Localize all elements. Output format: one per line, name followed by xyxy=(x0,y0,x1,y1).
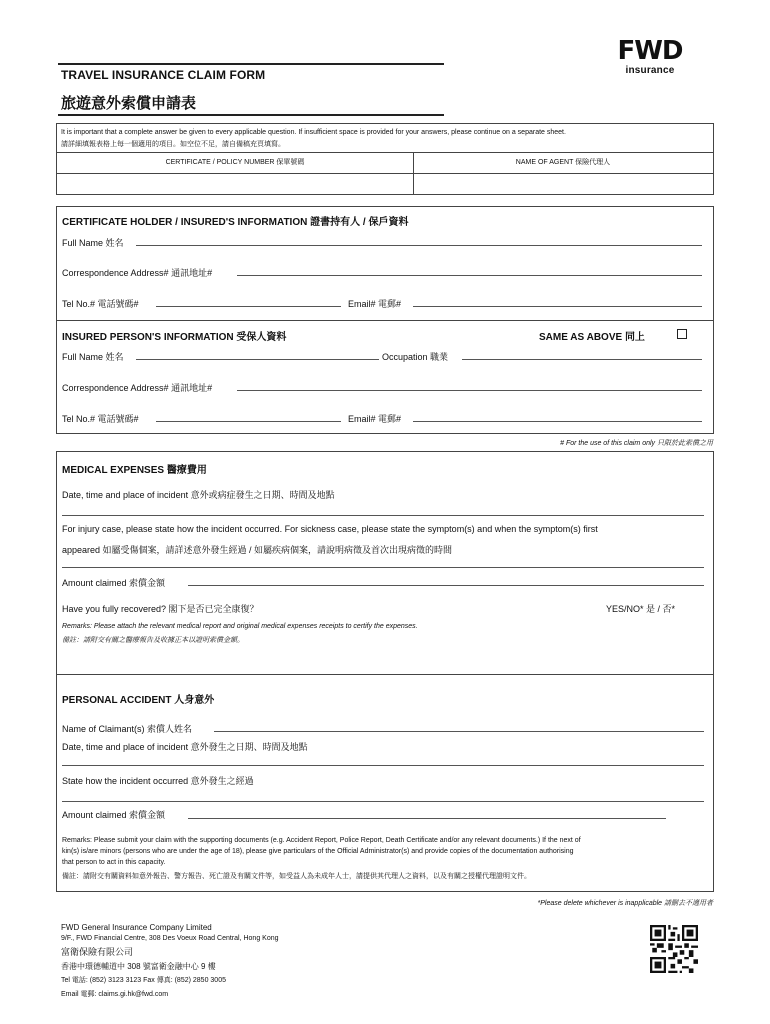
section-divider xyxy=(57,320,713,321)
accident-state-label: State how the incident occurred 意外發生之經過 xyxy=(62,776,254,786)
form-title-zh: 旅遊意外索償申請表 xyxy=(61,95,197,112)
same-as-above-checkbox[interactable] xyxy=(677,329,687,339)
holder-address-field[interactable] xyxy=(237,275,702,276)
insured-email-label: Email# 電郵# xyxy=(348,414,402,424)
medical-date-place-field[interactable] xyxy=(62,515,704,516)
insured-full-name-label: Full Name 姓名 xyxy=(62,352,124,362)
medical-injury-field[interactable] xyxy=(62,567,704,568)
insured-tel-label: Tel No.# 電話號碼# xyxy=(62,414,139,424)
accident-amount-label: Amount claimed 索償金額 xyxy=(62,810,166,820)
footer xyxy=(61,922,279,1000)
title-top-rule xyxy=(58,63,444,65)
company-email: Email 電郵: claims.gi.hk@fwd.com xyxy=(61,991,169,998)
same-as-above-label: SAME AS ABOVE 同上 xyxy=(539,332,645,343)
insured-email-field[interactable] xyxy=(413,421,702,422)
qr-code xyxy=(650,925,698,973)
medical-injury-text-2: appeared 如屬受傷個案，請詳述意外發生經過 / 如屬疾病個案，請說明病徵及首次出現病徵的時間 xyxy=(62,545,453,555)
insured-occupation-label: Occupation 職業 xyxy=(382,352,449,362)
insured-address-field[interactable] xyxy=(237,390,702,391)
recovered-yes-no[interactable]: YES/NO* 是 / 否* xyxy=(606,604,676,614)
accident-state-field[interactable] xyxy=(62,801,704,802)
medical-section-title: MEDICAL EXPENSES 醫療費用 xyxy=(62,465,207,476)
company-tel-fax: Tel 電話: (852) 3123 3123 Fax 傳真: (852) 2850 3005 xyxy=(61,977,226,984)
holder-tel-label: Tel No.# 電話號碼# xyxy=(62,299,139,309)
agent-name-field[interactable] xyxy=(415,175,711,193)
delete-note: *Please delete whichever is inapplicable 請刪去不適用者 xyxy=(537,900,713,907)
insured-address-label: Correspondence Address# 通訊地址# xyxy=(62,383,213,393)
logo-main: FWD xyxy=(617,36,683,66)
logo-sub: insurance xyxy=(625,65,675,76)
accident-remark-en-1: Remarks: Please submit your claim with the supporting documents (e.g. Accident Report, Police Report, Death Certificate and/or any relevant documents.) If the next of xyxy=(62,837,581,844)
medical-amount-label: Amount claimed 索償金額 xyxy=(62,578,166,588)
insured-full-name-field[interactable] xyxy=(136,359,379,360)
section-divider xyxy=(57,674,713,675)
holder-full-name-field[interactable] xyxy=(136,245,702,246)
holder-section-title: CERTIFICATE HOLDER / INSURED'S INFORMATION 證書持有人 / 保戶資料 xyxy=(62,217,409,228)
medical-remark-zh: 備註：請附交有關之醫療報告及收據正本以證明索償金額。 xyxy=(62,637,244,644)
form-title-en: TRAVEL INSURANCE CLAIM FORM xyxy=(61,68,266,82)
accident-date-place-field[interactable] xyxy=(62,765,704,766)
medical-amount-field[interactable] xyxy=(188,585,704,586)
intro-text-zh: 請詳細填報表格上每一個適用的項目。如空位不足，請自備稿充頁填寫。 xyxy=(61,141,285,148)
holder-tel-field[interactable] xyxy=(156,306,341,307)
company-name-zh: 富衛保險有限公司 xyxy=(61,947,134,957)
insured-tel-field[interactable] xyxy=(156,421,341,422)
accident-remark-zh: 備註：請附交有關資料如意外報告、警方報告、死亡證及有關文件等，如受益人為未成年人士，請提供其代理人之資料，以及有關之授權代理證明文件。 xyxy=(62,873,531,880)
insured-occupation-field[interactable] xyxy=(462,359,702,360)
accident-remark-en-2: kin(s) is/are minors (persons who are under the age of 18), please give particulars of the Official Administrator(s) and provide copies of the documentation authorising xyxy=(62,848,574,855)
accident-date-place-label: Date, time and place of incident 意外發生之日期、時間及地點 xyxy=(62,742,308,752)
claimant-name-field[interactable] xyxy=(214,731,704,732)
accident-amount-field[interactable] xyxy=(188,818,666,819)
insured-section-title: INSURED PERSON'S INFORMATION 受保人資料 xyxy=(62,332,287,343)
agent-name-header: NAME OF AGENT 保險代理人 xyxy=(515,159,611,166)
medical-remark-en: Remarks: Please attach the relevant medical report and original medical expenses receipts to certify the expenses. xyxy=(62,623,418,630)
accident-section-title: PERSONAL ACCIDENT 人身意外 xyxy=(62,695,215,706)
holder-full-name-label: Full Name 姓名 xyxy=(62,238,124,248)
recovered-question: Have you fully recovered? 閣下是否已完全康復？ xyxy=(62,604,259,614)
holder-email-label: Email# 電郵# xyxy=(348,299,402,309)
company-address-zh: 香港中環德輔道中 308 號富衛金融中心 9 樓 xyxy=(61,962,216,971)
intro-box xyxy=(56,123,714,195)
holder-address-label: Correspondence Address# 通訊地址# xyxy=(62,268,213,278)
medical-injury-text-1: For injury case, please state how the incident occurred. For sickness case, please state the symptom(s) and when the symptom(s) first xyxy=(62,524,598,534)
accident-remark-en-3: that person to act in this capacity. xyxy=(62,859,166,866)
title-bottom-rule xyxy=(58,114,444,116)
intro-text-en: It is important that a complete answer be given to every applicable question. If insufficient space is provided for your answers, please continue on a separate sheet. xyxy=(61,129,566,136)
medical-accident-box xyxy=(56,451,714,892)
cert-number-field[interactable] xyxy=(59,175,411,193)
claimant-name-label: Name of Claimant(s) 索償人姓名 xyxy=(62,724,193,734)
company-address-en: 9/F., FWD Financial Centre, 308 Des Voeux Road Central, Hong Kong xyxy=(61,935,279,942)
company-name-en: FWD General Insurance Company Limited xyxy=(61,923,212,932)
fwd-logo xyxy=(612,38,688,76)
medical-date-place-label: Date, time and place of incident 意外或病症發生之日期、時間及地點 xyxy=(62,490,335,500)
claim-only-note: # For the use of this claim only 只限於此索償之用 xyxy=(560,440,713,447)
holder-insured-box xyxy=(56,206,714,434)
holder-email-field[interactable] xyxy=(413,306,702,307)
cert-number-header: CERTIFICATE / POLICY NUMBER 保單號碼 xyxy=(165,159,305,166)
